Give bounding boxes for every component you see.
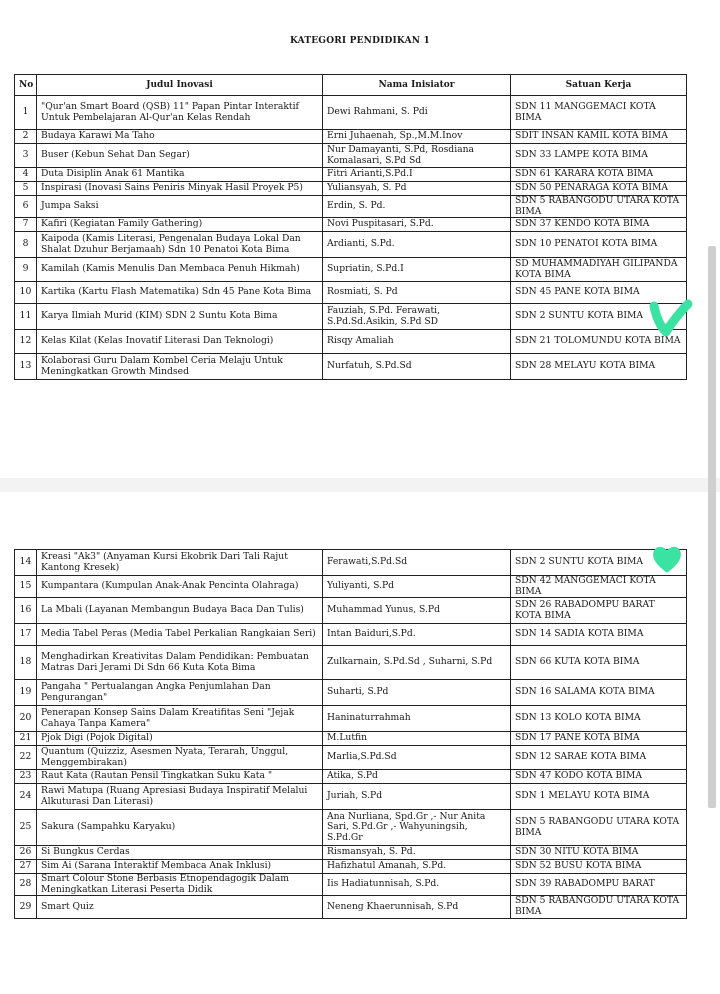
cell-nama-inisiator: Intan Baiduri,S.Pd.: [323, 624, 511, 646]
cell-no: 28: [15, 874, 37, 896]
cell-satuan-kerja: SDN 39 RABADOMPU BARAT: [511, 874, 687, 896]
cell-judul-inovasi: Kaipoda (Kamis Literasi, Pengenalan Budaya Lokal Dan Shalat Dzuhur Berjamaah) Sdn 10 Penatoi Kota Bima: [37, 232, 323, 258]
cell-nama-inisiator: Zulkarnain, S.Pd.Sd , Suharni, S.Pd: [323, 646, 511, 680]
cell-no: 16: [15, 598, 37, 624]
cell-no: 4: [15, 168, 37, 182]
cell-satuan-kerja: SDN 13 KOLO KOTA BIMA: [511, 706, 687, 732]
cell-satuan-kerja: SDN 21 TOLOMUNDU KOTA BIMA: [511, 330, 687, 354]
cell-nama-inisiator: Risqy Amaliah: [323, 330, 511, 354]
cell-satuan-kerja: SDN 66 KUTA KOTA BIMA: [511, 646, 687, 680]
cell-no: 22: [15, 746, 37, 770]
cell-nama-inisiator: Suharti, S.Pd: [323, 680, 511, 706]
cell-nama-inisiator: Muhammad Yunus, S.Pd: [323, 598, 511, 624]
table-row: [15, 258, 687, 282]
table-row: [15, 168, 687, 182]
table-row: [15, 218, 687, 232]
cell-satuan-kerja: SDN 45 PANE KOTA BIMA: [511, 282, 687, 304]
cell-nama-inisiator: Supriatin, S.Pd.I: [323, 258, 511, 282]
cell-nama-inisiator: Atika, S.Pd: [323, 770, 511, 784]
header-no: No: [15, 75, 37, 96]
cell-judul-inovasi: Media Tabel Peras (Media Tabel Perkalian Rangkaian Seri): [37, 624, 323, 646]
cell-judul-inovasi: Pangaha " Pertualangan Angka Penjumlahan Dan Pengurangan": [37, 680, 323, 706]
cell-nama-inisiator: Rismansyah, S. Pd.: [323, 846, 511, 860]
heart-check-icon: [650, 544, 684, 574]
cell-nama-inisiator: Rosmiati, S. Pd: [323, 282, 511, 304]
cell-no: 6: [15, 196, 37, 218]
cell-no: 2: [15, 130, 37, 144]
cell-judul-inovasi: Kelas Kilat (Kelas Inovatif Literasi Dan Teknologi): [37, 330, 323, 354]
cell-satuan-kerja: SDN 28 MELAYU KOTA BIMA: [511, 354, 687, 380]
cell-satuan-kerja: SDN 30 NITU KOTA BIMA: [511, 846, 687, 860]
cell-no: 19: [15, 680, 37, 706]
page-separator: [0, 478, 720, 492]
cell-satuan-kerja: SDN 5 RABANGODU UTARA KOTA BIMA: [511, 810, 687, 846]
cell-satuan-kerja: SDN 11 MANGGEMACI KOTA BIMA: [511, 96, 687, 130]
cell-nama-inisiator: Fauziah, S.Pd. Ferawati, S.Pd.Sd.Asikin, S.Pd SD: [323, 304, 511, 330]
cell-no: 13: [15, 354, 37, 380]
cell-judul-inovasi: Sakura (Sampahku Karyaku): [37, 810, 323, 846]
cell-no: 27: [15, 860, 37, 874]
table-row: [15, 624, 687, 646]
cell-judul-inovasi: Smart Colour Stone Berbasis Etnopendagogik Dalam Meningkatkan Literasi Peserta Didik: [37, 874, 323, 896]
cell-nama-inisiator: Yuliyanti, S.Pd: [323, 576, 511, 598]
cell-no: 14: [15, 550, 37, 576]
table-row: [15, 196, 687, 218]
cell-judul-inovasi: Raut Kata (Rautan Pensil Tingkatkan Suku Kata ": [37, 770, 323, 784]
cell-nama-inisiator: Erdin, S. Pd.: [323, 196, 511, 218]
cell-satuan-kerja: SDN 50 PENARAGA KOTA BIMA: [511, 182, 687, 196]
cell-no: 18: [15, 646, 37, 680]
table-row: [15, 896, 687, 918]
table-header-row: [15, 75, 687, 96]
table-row: [15, 646, 687, 680]
cell-nama-inisiator: M.Lutfin: [323, 732, 511, 746]
table-row: [15, 732, 687, 746]
cell-judul-inovasi: Duta Disiplin Anak 61 Mantika: [37, 168, 323, 182]
cell-satuan-kerja: SDN 26 RABADOMPU BARAT KOTA BIMA: [511, 598, 687, 624]
cell-satuan-kerja: SDN 61 KARARA KOTA BIMA: [511, 168, 687, 182]
table-row: [15, 576, 687, 598]
cell-nama-inisiator: Haninaturrahmah: [323, 706, 511, 732]
table-row: [15, 96, 687, 130]
cell-nama-inisiator: Nurfatuh, S.Pd.Sd: [323, 354, 511, 380]
cell-judul-inovasi: Penerapan Konsep Sains Dalam Kreatifitas Seni "Jejak Cahaya Tanpa Kamera": [37, 706, 323, 732]
table-row: [15, 810, 687, 846]
cell-satuan-kerja: SDN 16 SALAMA KOTA BIMA: [511, 680, 687, 706]
cell-satuan-kerja: SDN 2 SUNTU KOTA BIMA: [511, 304, 687, 330]
cell-satuan-kerja: SDN 52 BUSU KOTA BIMA: [511, 860, 687, 874]
table-row: [15, 860, 687, 874]
table-row: [15, 304, 687, 330]
header-satuan-kerja: Satuan Kerja: [511, 75, 687, 96]
cell-nama-inisiator: Novi Puspitasari, S.Pd.: [323, 218, 511, 232]
cell-satuan-kerja: SDN 37 KENDO KOTA BIMA: [511, 218, 687, 232]
cell-satuan-kerja: SDN 17 PANE KOTA BIMA: [511, 732, 687, 746]
cell-nama-inisiator: Hafizhatul Amanah, S.Pd.: [323, 860, 511, 874]
cell-satuan-kerja: SDN 14 SADIA KOTA BIMA: [511, 624, 687, 646]
cell-judul-inovasi: La Mbali (Layanan Membangun Budaya Baca Dan Tulis): [37, 598, 323, 624]
table-row: [15, 144, 687, 168]
cell-judul-inovasi: Kumpantara (Kumpulan Anak-Anak Pencinta Olahraga): [37, 576, 323, 598]
cell-satuan-kerja: SDN 1 MELAYU KOTA BIMA: [511, 784, 687, 810]
cell-no: 29: [15, 896, 37, 918]
cell-satuan-kerja: SDN 42 MANGGEMACI KOTA BIMA: [511, 576, 687, 598]
cell-satuan-kerja: SDN 12 SARAE KOTA BIMA: [511, 746, 687, 770]
table-row: [15, 846, 687, 860]
cell-judul-inovasi: Smart Quiz: [37, 896, 323, 918]
cell-nama-inisiator: Erni Juhaenah, Sp.,M.M.Inov: [323, 130, 511, 144]
cell-no: 7: [15, 218, 37, 232]
cell-nama-inisiator: Neneng Khaerunnisah, S.Pd: [323, 896, 511, 918]
cell-satuan-kerja: SD MUHAMMADIYAH GILIPANDA KOTA BIMA: [511, 258, 687, 282]
cell-nama-inisiator: Juriah, S.Pd: [323, 784, 511, 810]
table-row: [15, 282, 687, 304]
table-row: [15, 598, 687, 624]
innovation-table-part-1: [14, 74, 687, 380]
cell-judul-inovasi: Kolaborasi Guru Dalam Kombel Ceria Melaju Untuk Meningkatkan Growth Mindsed: [37, 354, 323, 380]
table-row: [15, 680, 687, 706]
document-page-1: [0, 0, 720, 478]
cell-judul-inovasi: Kafiri (Kegiatan Family Gathering): [37, 218, 323, 232]
cell-no: 17: [15, 624, 37, 646]
header-judul-inovasi: Judul Inovasi: [37, 75, 323, 96]
scrollbar[interactable]: [708, 246, 716, 808]
cell-no: 10: [15, 282, 37, 304]
cell-satuan-kerja: SDN 5 RABANGODU UTARA KOTA BIMA: [511, 196, 687, 218]
table-row: [15, 874, 687, 896]
cell-judul-inovasi: Inspirasi (Inovasi Sains Peniris Minyak Hasil Proyek P5): [37, 182, 323, 196]
cell-satuan-kerja: SDN 47 KODO KOTA BIMA: [511, 770, 687, 784]
cell-no: 21: [15, 732, 37, 746]
cell-satuan-kerja: SDN 5 RABANGODU UTARA KOTA BIMA: [511, 896, 687, 918]
table-row: [15, 706, 687, 732]
cell-judul-inovasi: Pjok Digi (Pojok Digital): [37, 732, 323, 746]
cell-nama-inisiator: Ana Nurliana, Spd.Gr ,- Nur Anita Sari, S.Pd.Gr ,- Wahyuningsih, S.Pd.Gr: [323, 810, 511, 846]
cell-no: 24: [15, 784, 37, 810]
cell-judul-inovasi: Kamilah (Kamis Menulis Dan Membaca Penuh Hikmah): [37, 258, 323, 282]
cell-judul-inovasi: Si Bungkus Cerdas: [37, 846, 323, 860]
cell-nama-inisiator: Fitri Arianti,S.Pd.I: [323, 168, 511, 182]
cell-nama-inisiator: Marlia,S.Pd.Sd: [323, 746, 511, 770]
cell-no: 8: [15, 232, 37, 258]
header-nama-inisiator: Nama Inisiator: [323, 75, 511, 96]
cell-satuan-kerja: SDIT INSAN KAMIL KOTA BIMA: [511, 130, 687, 144]
cell-judul-inovasi: Rawi Matupa (Ruang Apresiasi Budaya Inspiratif Melalui Alkuturasi Dan Literasi): [37, 784, 323, 810]
cell-judul-inovasi: "Qur'an Smart Board (QSB) 11" Papan Pintar Interaktif Untuk Pembelajaran Al-Qur'an Kelas Rendah: [37, 96, 323, 130]
document-page-2: [0, 492, 720, 994]
cell-judul-inovasi: Kartika (Kartu Flash Matematika) Sdn 45 Pane Kota Bima: [37, 282, 323, 304]
cell-no: 1: [15, 96, 37, 130]
cell-no: 25: [15, 810, 37, 846]
cell-no: 26: [15, 846, 37, 860]
cell-judul-inovasi: Buser (Kebun Sehat Dan Segar): [37, 144, 323, 168]
cell-no: 23: [15, 770, 37, 784]
cell-judul-inovasi: Budaya Karawi Ma Taho: [37, 130, 323, 144]
cell-no: 5: [15, 182, 37, 196]
cell-nama-inisiator: Iis Hadiatunnisah, S.Pd.: [323, 874, 511, 896]
table-row: [15, 130, 687, 144]
table-row: [15, 354, 687, 380]
cell-judul-inovasi: Kreasi "Ak3" (Anyaman Kursi Ekobrik Dari Tali Rajut Kantong Kresek): [37, 550, 323, 576]
table-row: [15, 232, 687, 258]
cell-no: 12: [15, 330, 37, 354]
cell-nama-inisiator: Dewi Rahmani, S. Pdi: [323, 96, 511, 130]
cell-satuan-kerja: SDN 33 LAMPE KOTA BIMA: [511, 144, 687, 168]
cell-no: 11: [15, 304, 37, 330]
cell-judul-inovasi: Quantum (Quizziz, Asesmen Nyata, Terarah, Unggul, Menggembirakan): [37, 746, 323, 770]
cell-judul-inovasi: Menghadirkan Kreativitas Dalam Pendidikan: Pembuatan Matras Dari Jerami Di Sdn 66 Kuta Kota Bima: [37, 646, 323, 680]
cell-judul-inovasi: Sim Ai (Sarana Interaktif Membaca Anak Inklusi): [37, 860, 323, 874]
cell-satuan-kerja: SDN 2 SUNTU KOTA BIMA: [511, 550, 687, 576]
table-row: [15, 784, 687, 810]
cell-judul-inovasi: Jumpa Saksi: [37, 196, 323, 218]
cell-no: 20: [15, 706, 37, 732]
table-row: [15, 746, 687, 770]
table-row: [15, 770, 687, 784]
cell-judul-inovasi: Karya Ilmiah Murid (KIM) SDN 2 Suntu Kota Bima: [37, 304, 323, 330]
cell-nama-inisiator: Ferawati,S.Pd.Sd: [323, 550, 511, 576]
check-mark-icon: [648, 298, 694, 340]
cell-nama-inisiator: Yuliansyah, S. Pd: [323, 182, 511, 196]
table-row: [15, 182, 687, 196]
cell-no: 15: [15, 576, 37, 598]
cell-no: 9: [15, 258, 37, 282]
innovation-table-part-2: [14, 549, 687, 919]
cell-satuan-kerja: SDN 10 PENATOI KOTA BIMA: [511, 232, 687, 258]
cell-nama-inisiator: Nur Damayanti, S.Pd, Rosdiana Komalasari, S.Pd Sd: [323, 144, 511, 168]
table-row: [15, 550, 687, 576]
page-title: KATEGORI PENDIDIKAN 1: [290, 36, 430, 46]
cell-nama-inisiator: Ardianti, S.Pd.: [323, 232, 511, 258]
cell-no: 3: [15, 144, 37, 168]
table-row: [15, 330, 687, 354]
